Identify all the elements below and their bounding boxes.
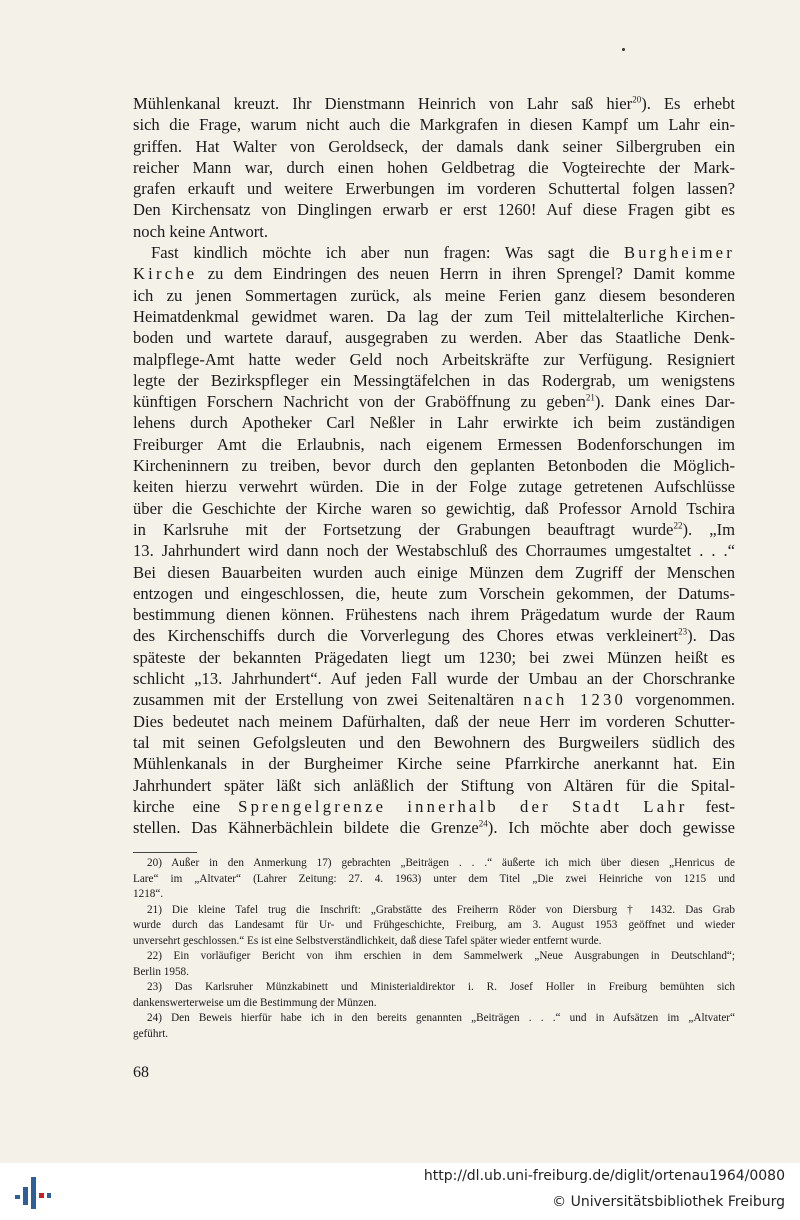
- text-line: lehens durch Apotheker Carl Neßler in Lahr erwirkte ich beim zuständigen: [133, 413, 735, 433]
- text-line: Heimatdenkmal gewidmet waren. Da lag der zum Teil mittelalterliche Kirchen-: [133, 306, 735, 326]
- footnote-line: unversehrt geschlossen.“ Es ist eine Selbstverständlichkeit, daß diese Tafel später wieder entfernt wurde.: [133, 934, 602, 947]
- footnotes: [133, 856, 735, 1042]
- paragraph-2: [133, 242, 735, 838]
- footnote-line: 21) Die kleine Tafel trug die Inschrift: „Grabstätte des Freiherrn Röder von Diersburg † 1432. Das Grab: [147, 903, 735, 916]
- text-line: Jahrhundert später läßt sich anläßlich der Stiftung von Altären für die Spital-: [133, 775, 735, 795]
- footnote-line: 22) Ein vorläufiger Bericht von ihm erschien in dem Sammelwerk „Neue Ausgrabungen in Deutschland“;: [147, 950, 735, 962]
- text-line: 13. Jahrhundert wird dann noch der Westabschluß des Chorraumes umgestaltet . . .“: [133, 541, 735, 561]
- text-line: des Kirchenschiffs durch die Vorverlegung des Chores etwas verkleinert$^{23}$). Das: [133, 626, 735, 646]
- text-line: sich die Frage, warum nicht auch die Markgrafen in diesen Kampf um Lahr ein-: [133, 115, 735, 135]
- main-text: [133, 93, 735, 838]
- text-line: bestimmung dienen können. Frühestens nach ihrem Prägedatum wurde der Raum: [133, 605, 735, 625]
- footnote-line: 20) Außer in den Anmerkung 17) gebrachten „Beiträgen . . .“ äußerte ich mich über diesen „Henricus de: [147, 857, 735, 869]
- text-line: späteste der bekannten Prägedaten liegt um 1230; bei zwei Münzen heißt es: [133, 647, 735, 667]
- footnote-line: 23) Das Karlsruher Münzkabinett und Ministerialdirektor i. R. Josef Holler in Freiburg bemühten sich: [147, 981, 735, 993]
- footnote-line: wurde durch das Landesamt für Ur- und Frühgeschichte, Freiburg, am 3. August 1953 geöffnet und wieder: [133, 919, 735, 931]
- footnote-line: 1218“.: [133, 888, 164, 900]
- footnote-22: [133, 949, 735, 980]
- text-line: schlicht „13. Jahrhundert“. Auf jeden Fall wurde der Umbau an der Chorschranke: [133, 669, 735, 689]
- text-line: keiten hierzu verwehrt würden. Die in der Folge zutage getretenen Aufschlüsse: [133, 477, 735, 497]
- footnote-line: Lare“ im „Altvater“ (Lahrer Zeitung: 27. 4. 1963) unter dem Titel „Die zwei Heinriche von 1215 und: [133, 872, 735, 885]
- text-line: Mühlenkanal kreuzt. Ihr Dienstmann Heinrich von Lahr saß hier$^{20}$). Es erhebt: [133, 94, 735, 113]
- text-line: über die Geschichte der Kirche waren so gewichtig, daß Professor Arnold Tschira: [133, 498, 735, 518]
- footnote-24: [133, 1011, 735, 1042]
- text-line: noch keine Antwort.: [133, 221, 269, 241]
- text-line: kirche eine Sprengelgrenze innerhalb der Stadt Lahr fest-: [133, 796, 735, 816]
- text-line: Mühlenkanals in der Burgheimer Kirche seine Pfarrkirche anerkannt hat. Ein: [133, 754, 735, 774]
- text-line: grafen erkauft und weitere Erwerbungen im vorderen Schuttertal folgen lassen?: [133, 179, 735, 199]
- text-line: ich zu jenen Sommertagen zurück, als meine Ferien ganz diesem besonderen: [133, 285, 735, 305]
- footnote-line: 24) Den Beweis hierfür habe ich in den bereits genannten „Beiträgen . . .“ und in Aufsätzen im „Altvater“: [147, 1012, 735, 1024]
- text-line: Kirche zu dem Eindringen des neuen Herrn in ihren Sprengel? Damit komme: [133, 264, 735, 284]
- footnote-23: [133, 980, 735, 1011]
- text-line: Kircheninnern zu treiben, bevor durch den geplanten Betonboden die Möglich-: [133, 456, 735, 476]
- text-line: entzogen und eingeschlossen, die, heute zum Vorschein gekommen, der Datums-: [133, 583, 735, 603]
- text-line: Freiburger Amt die Erlaubnis, nach eigenem Ermessen Bodenforschungen im: [133, 434, 735, 454]
- copyright-text: © Universitätsbibliothek Freiburg: [552, 1194, 785, 1210]
- footnote-21: [133, 903, 735, 950]
- footnote-20: [133, 856, 735, 903]
- text-line: Fast kindlich möchte ich aber nun fragen: Was sagt die Burgheimer: [151, 243, 735, 263]
- page-number: 68: [133, 1064, 149, 1081]
- text-line: malpflege-Amt hatte weder Geld noch Arbeitskräfte zur Verfügung. Resigniert: [133, 349, 735, 369]
- text-line: reicher Mann war, durch einen hohen Geldbetrag die Vogteirechte der Mark-: [133, 157, 735, 177]
- text-line: Dies bedeutet nach meinem Dafürhalten, daß der neue Herr im vorderen Schutter-: [133, 711, 735, 731]
- text-line: in Karlsruhe mit der Fortsetzung der Grabungen beauftragt wurde$^{22}$). „Im: [133, 519, 736, 539]
- scan-speck: [622, 48, 625, 51]
- text-line: tal mit seinen Gefolgsleuten und den Bewohnern des Burgweilers südlich des: [133, 732, 735, 752]
- text-line: boden und wartete darauf, ausgegraben zu werden. Aber das Staatliche Denk-: [133, 328, 735, 348]
- text-line: zusammen mit der Erstellung von zwei Seitenaltären nach 1230 vorgenommen.: [133, 690, 735, 710]
- footnote-line: Berlin 1958.: [133, 965, 189, 978]
- footnote-line: dankenswerterweise um die Bestimmung der Münzen.: [133, 996, 377, 1009]
- text-line: griffen. Hat Walter von Geroldseck, der damals dank seiner Silbergruben ein: [133, 136, 735, 156]
- text-line: Bei diesen Bauarbeiten wurden auch einige Münzen dem Zugriff der Menschen: [133, 562, 735, 582]
- text-line: künftigen Forschern Nachricht von der Graböffnung zu geben$^{21}$). Dank eines Dar-: [133, 392, 735, 412]
- text-line: Den Kirchensatz von Dinglingen erwarb er erst 1260! Auf diese Fragen gibt es: [133, 200, 735, 220]
- footer-bar: [0, 1163, 800, 1220]
- source-url-link[interactable]: http://dl.ub.uni-freiburg.de/diglit/ortenau1964/0080: [423, 1168, 785, 1184]
- text-line: stellen. Das Kähnerbächlein bildete die Grenze$^{24}$). Ich möchte aber doch gewisse: [133, 818, 735, 838]
- text-line: legte der Bezirkspfleger ein Messingtäfelchen in das Rodergrab, um wenigstens: [133, 370, 735, 390]
- paragraph-1: [133, 93, 735, 242]
- footnote-rule: [133, 852, 197, 853]
- ub-freiburg-logo-icon: [12, 1173, 52, 1213]
- footnote-line: geführt.: [133, 1027, 169, 1040]
